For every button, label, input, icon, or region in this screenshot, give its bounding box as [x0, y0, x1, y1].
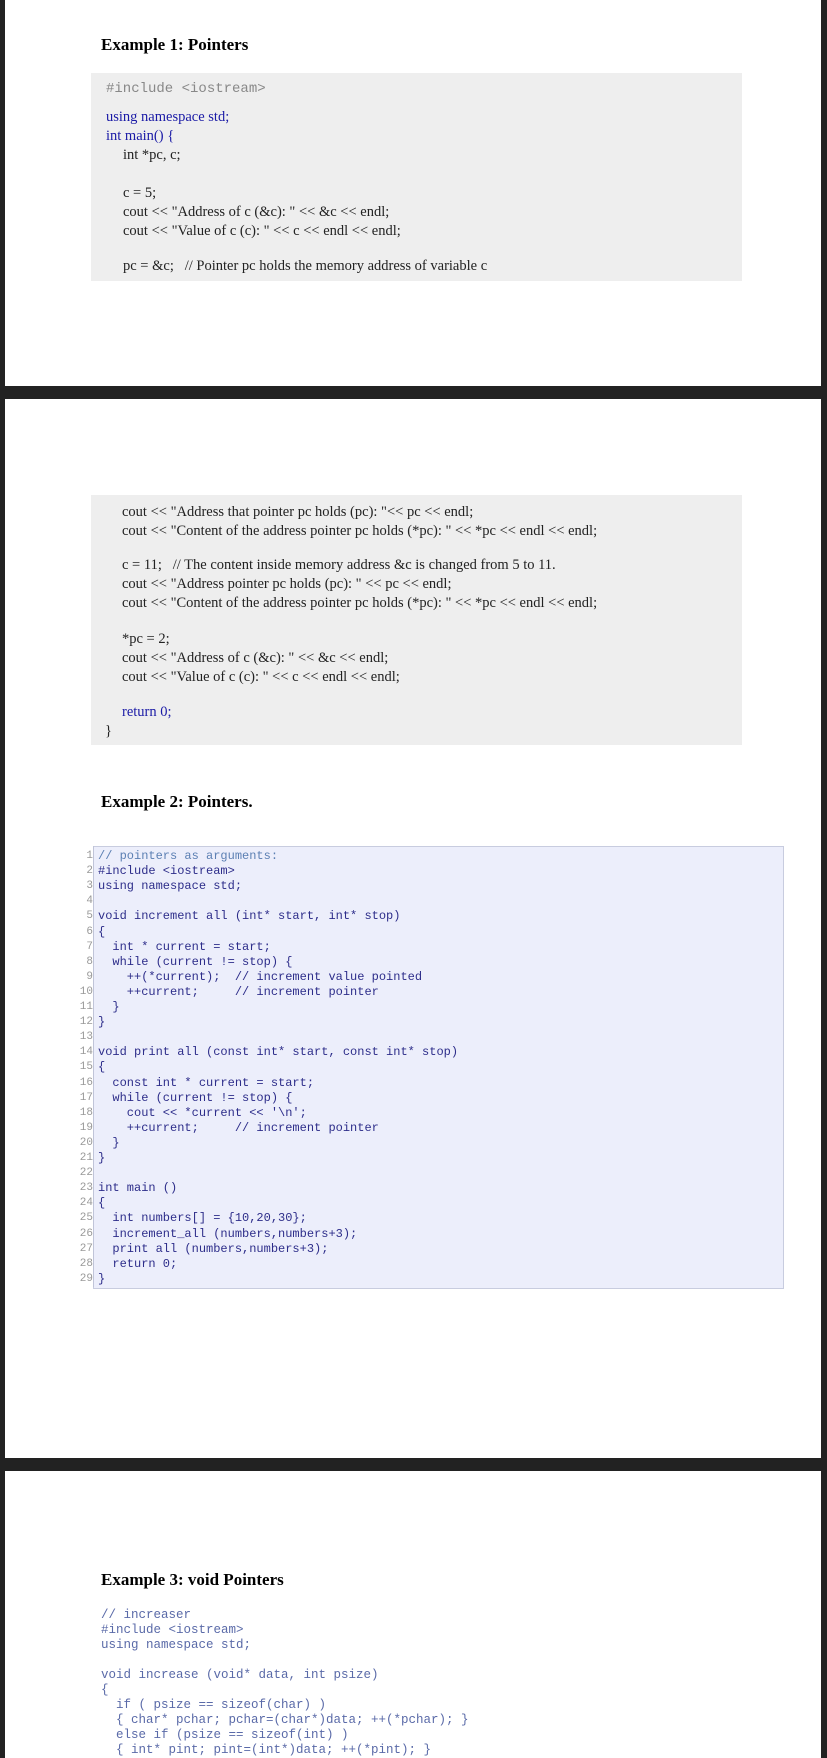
line-number: 16: [79, 1076, 93, 1089]
code-line: // increaser: [101, 1608, 192, 1622]
code-line: *pc = 2;: [122, 631, 170, 647]
line-number: 17: [79, 1091, 93, 1104]
numbered-code-line: }: [98, 1015, 106, 1030]
code-line: cout << "Address of c (&c): " << &c << endl;: [122, 650, 389, 666]
code-line: int main() {: [106, 128, 175, 144]
code-line: { int* pint; pint=(int*)data; ++(*pint); }: [101, 1743, 432, 1757]
document-page-3: [5, 1471, 821, 1758]
code-line: c = 11; // The content inside memory address &c is changed from 5 to 11.: [122, 557, 556, 573]
numbered-code-line: using namespace std;: [98, 879, 243, 894]
document-page-2: [5, 399, 821, 1458]
line-number: 8: [86, 955, 93, 968]
numbered-code-line: increment_all (numbers,numbers+3);: [98, 1226, 358, 1241]
line-number: 27: [79, 1242, 93, 1255]
code-line: }: [105, 723, 112, 739]
numbered-code-line: print all (numbers,numbers+3);: [98, 1241, 329, 1256]
numbered-code-line: while (current != stop) {: [98, 954, 293, 969]
numbered-code-line: void print all (const int* start, const int* stop): [98, 1045, 459, 1060]
code-line: #include <iostream>: [106, 81, 266, 97]
code-line: cout << "Value of c (c): " << c << endl << endl;: [122, 669, 400, 685]
code-line: {: [101, 1683, 109, 1697]
line-number: 29: [79, 1272, 93, 1285]
line-number: 11: [79, 1001, 93, 1013]
numbered-code-line: ++current; // increment pointer: [98, 984, 379, 999]
line-number: 23: [79, 1182, 93, 1195]
numbered-code-line: int numbers[] = {10,20,30};: [98, 1211, 307, 1226]
numbered-code-line: {: [98, 1060, 106, 1075]
numbered-code-line: const int * current = start;: [98, 1075, 315, 1090]
numbered-code-line: #include <iostream>: [98, 864, 235, 879]
line-number: 7: [86, 940, 93, 953]
line-number: 26: [79, 1227, 93, 1240]
code-line: int *pc, c;: [123, 147, 181, 163]
numbered-code-line: }: [98, 1000, 120, 1014]
code-line: using namespace std;: [101, 1638, 252, 1652]
code-line: #include <iostream>: [101, 1623, 244, 1637]
numbered-code-line: {: [98, 924, 106, 939]
numbered-code-line: ++current; // increment pointer: [98, 1120, 379, 1135]
numbered-code-line: int main (): [98, 1181, 178, 1196]
code-line: cout << "Content of the address pointer pc holds (*pc): " << *pc << endl << endl;: [122, 523, 598, 539]
line-number: 4: [86, 895, 93, 908]
code-line: pc = &c; // Pointer pc holds the memory address of variable c: [123, 258, 488, 274]
code-block-1-continued: [91, 495, 742, 745]
line-number: 1: [86, 850, 93, 862]
numbered-code-line: {: [98, 1196, 106, 1211]
code-line: else if (psize == sizeof(int) ): [101, 1728, 349, 1742]
numbered-code-line: int * current = start;: [98, 939, 271, 954]
code-line: using namespace std;: [106, 109, 230, 125]
code-line: c = 5;: [123, 185, 157, 201]
code-line: void increase (void* data, int psize): [101, 1668, 379, 1682]
line-number: 10: [79, 985, 93, 998]
code-line: { char* pchar; pchar=(char*)data; ++(*pchar); }: [101, 1713, 469, 1727]
numbered-code-line: return 0;: [98, 1256, 178, 1271]
numbered-code-line: }: [98, 1151, 106, 1165]
line-number: 13: [79, 1031, 93, 1044]
document-page-1: [5, 0, 821, 386]
line-number: 19: [79, 1121, 93, 1134]
line-number: 6: [86, 925, 93, 938]
line-number: 25: [79, 1212, 93, 1225]
example-2-heading: Example 2: Pointers.: [101, 792, 253, 811]
code-line: if ( psize == sizeof(char) ): [101, 1698, 327, 1712]
line-number: 15: [79, 1061, 93, 1074]
example-3-heading: Example 3: void Pointers: [101, 1570, 284, 1589]
line-number: 9: [86, 970, 93, 983]
numbered-code-line: void increment all (int* start, int* stop): [98, 909, 401, 924]
code-line: cout << "Address pointer pc holds (pc): " << pc << endl;: [122, 576, 452, 592]
numbered-code-line: }: [98, 1271, 106, 1286]
line-number: 18: [79, 1106, 93, 1119]
example-1-heading: Example 1: Pointers: [101, 35, 249, 54]
code-line: return 0;: [122, 704, 172, 720]
line-number-divider: [93, 846, 94, 1287]
line-number: 28: [79, 1257, 93, 1270]
line-number: 3: [86, 880, 93, 893]
numbered-code-line: while (current != stop) {: [98, 1090, 293, 1105]
line-number: 12: [79, 1016, 93, 1029]
code-line: cout << "Address that pointer pc holds (pc): "<< pc << endl;: [122, 504, 474, 520]
numbered-code-line: // pointers as arguments:: [98, 849, 279, 863]
numbered-code-line: ++(*current); // increment value pointed: [98, 969, 423, 984]
numbered-code-line: cout << *current << '\n';: [98, 1105, 307, 1120]
line-number: 14: [79, 1046, 93, 1059]
code-line: cout << "Content of the address pointer pc holds (*pc): " << *pc << endl << endl;: [122, 595, 598, 611]
code-block-1: [91, 73, 742, 281]
code-line: cout << "Value of c (c): " << c << endl << endl;: [123, 223, 401, 239]
line-number: 21: [79, 1152, 93, 1164]
line-number: 5: [86, 910, 93, 923]
numbered-code-line: }: [98, 1135, 120, 1150]
line-number: 22: [79, 1167, 93, 1180]
line-number: 20: [79, 1136, 93, 1149]
line-number: 24: [79, 1197, 93, 1210]
line-number: 2: [86, 865, 93, 878]
code-line: cout << "Address of c (&c): " << &c << endl;: [123, 204, 390, 220]
